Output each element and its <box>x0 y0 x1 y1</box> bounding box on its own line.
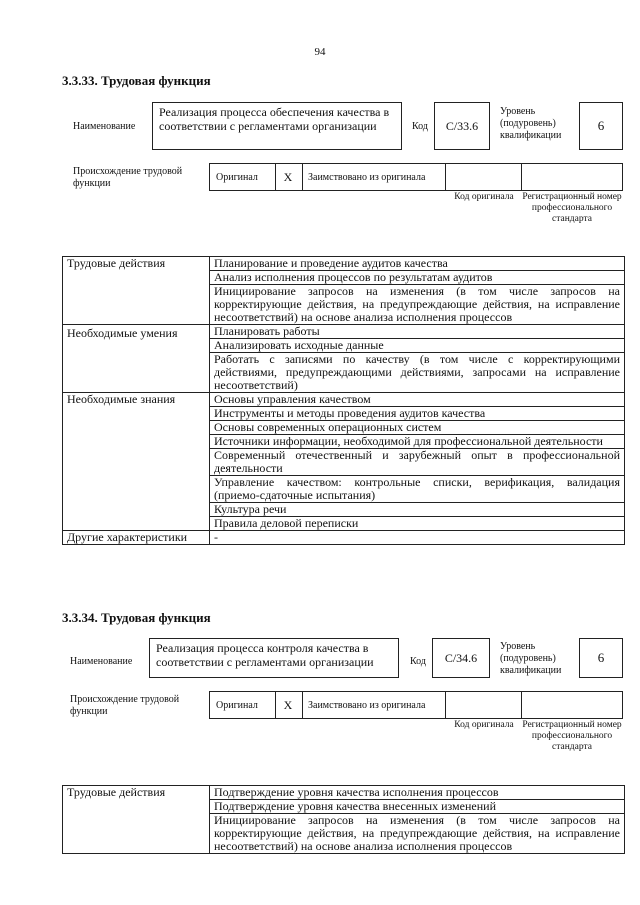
origin-label: Происхождение трудовой функции <box>73 166 183 189</box>
origin-label: Происхождение трудовой функции <box>70 694 180 717</box>
action-item: Подтверждение уровня качества внесенных изменений <box>210 800 625 814</box>
action-item: Подтверждение уровня качества исполнения процессов <box>210 786 625 800</box>
code-box: C/34.6 <box>432 638 490 678</box>
original-label: Оригинал <box>216 700 258 711</box>
level-box: 6 <box>579 638 623 678</box>
skill-item: Анализировать исходные данные <box>210 339 625 353</box>
code-label: Код <box>410 656 426 667</box>
action-item: Инициирование запросов на изменения (в том числе запросов на корректирующие действия, на предупреждающие действия, на исправление несоответствий) на основе анализа исполнения процессов <box>210 814 625 854</box>
code-original-note: Код оригинала <box>454 192 514 202</box>
original-mark: X <box>283 698 293 712</box>
function-table-2 <box>62 785 625 854</box>
code-original-note: Код оригинала <box>454 720 514 730</box>
knowledge-item: Основы современных операционных систем <box>210 421 625 435</box>
original-mark: X <box>283 170 293 184</box>
knowledge-item: Культура речи <box>210 503 625 517</box>
action-item: Планирование и проведение аудитов качества <box>210 257 625 271</box>
knowledge-item: Источники информации, необходимой для профессиональной деятельности <box>210 435 625 449</box>
knowledge-item: Инструменты и методы проведения аудитов качества <box>210 407 625 421</box>
function-name-box: Реализация процесса обеспечения качества в соответствии с регламентами организации <box>152 102 402 150</box>
knowledge-item: Управление качеством: контрольные списки, верификация, валидация (приемо-сдаточные испытания) <box>210 476 625 503</box>
reg-number-note: Регистрационный номер профессионального стандарта <box>522 192 622 224</box>
level-box: 6 <box>579 102 623 150</box>
reg-number-note: Регистрационный номер профессионального стандарта <box>522 720 622 752</box>
name-label: Наименование <box>73 121 136 132</box>
action-item: Анализ исполнения процессов по результатам аудитов <box>210 271 625 285</box>
borrowed-label: Заимствовано из оригинала <box>308 700 426 711</box>
action-item: Инициирование запросов на изменения (в том числе запросов на корректирующие действия, на предупреждающие действия, на исправление несоответствий) на основе анализа исполнения процессов <box>210 285 625 325</box>
original-label: Оригинал <box>216 172 258 183</box>
other-value: - <box>210 531 625 545</box>
skill-item: Планировать работы <box>210 325 625 339</box>
other-label: Другие характеристики <box>63 531 210 545</box>
knowledge-item: Современный отечественный и зарубежный опыт в профессиональной деятельности <box>210 449 625 476</box>
borrowed-label: Заимствовано из оригинала <box>308 172 426 183</box>
skill-item: Работать с записями по качеству (в том числе с корректирующими действиями, предупреждающими действиями, запросами на исправление несоответствий) <box>210 353 625 393</box>
level-label: Уровень (подуровень) квалификации <box>500 106 562 141</box>
origin-row <box>209 691 623 719</box>
origin-row <box>209 163 623 191</box>
code-label: Код <box>412 121 428 132</box>
knowledge-item: Основы управления качеством <box>210 393 625 407</box>
level-label: Уровень (подуровень) квалификации <box>500 641 562 676</box>
section-title-3-3-34: 3.3.34. Трудовая функция <box>62 610 211 625</box>
function-name-box: Реализация процесса контроля качества в соответствии с регламентами организации <box>149 638 399 678</box>
actions-label: Трудовые действия <box>63 786 210 854</box>
skills-label: Необходимые умения <box>63 325 210 393</box>
knowledge-item: Правила деловой переписки <box>210 517 625 531</box>
function-table-1 <box>62 256 625 545</box>
name-label: Наименование <box>70 656 133 667</box>
section-title-3-3-33: 3.3.33. Трудовая функция <box>62 73 211 88</box>
page-number: 94 <box>314 46 326 58</box>
actions-label: Трудовые действия <box>63 257 210 325</box>
code-box: C/33.6 <box>434 102 490 150</box>
knowledge-label: Необходимые знания <box>63 393 210 531</box>
